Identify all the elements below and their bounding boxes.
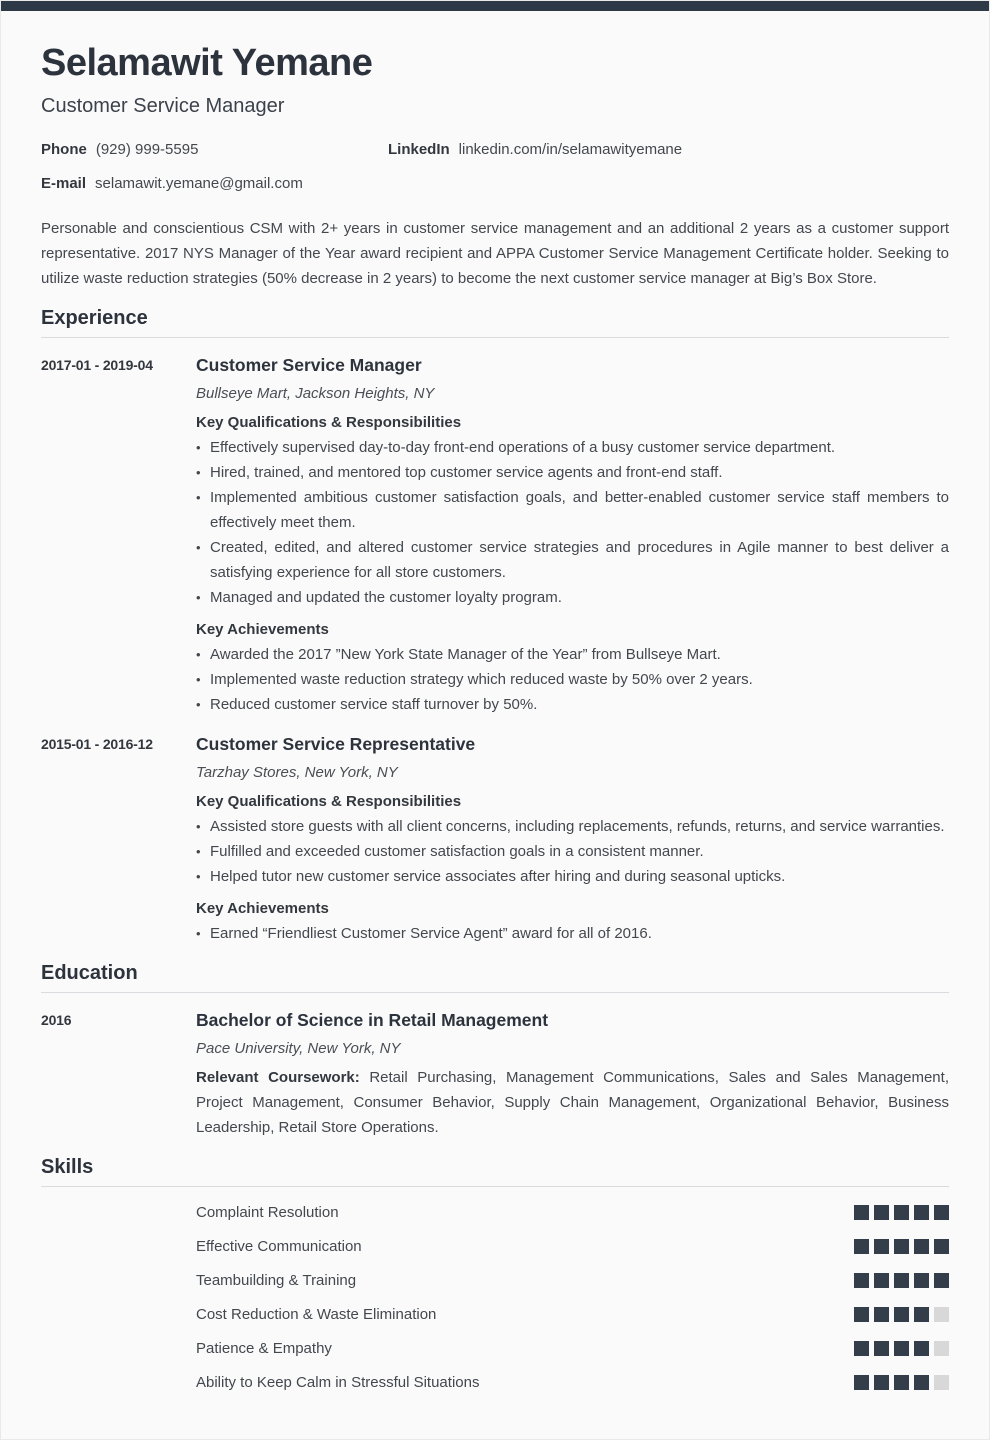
entry-group [196, 617, 949, 717]
contact-item [41, 174, 388, 193]
skill-level-square [934, 1273, 949, 1288]
job-title: Customer Service Manager [41, 95, 285, 118]
skill-level-square [874, 1239, 889, 1254]
bullet-dot: • [196, 490, 201, 506]
skill-level-square [894, 1273, 909, 1288]
skill-level-square [854, 1205, 869, 1220]
bullet-list [196, 435, 949, 610]
education-entries [41, 1009, 949, 1140]
bullet-dot: • [196, 819, 201, 835]
skill-level-square [894, 1205, 909, 1220]
skill-meter [854, 1307, 949, 1322]
skill-level-square [894, 1341, 909, 1356]
group-heading: Key Achievements [196, 621, 329, 639]
skill-row [41, 1263, 949, 1297]
coursework-text: Retail Purchasing, Management Communications, Sales and Sales Management, Project Management, Consumer Behavior, Supply Chain Management, Organizational Behavior, Business Leadership, Retail Store Operations. [196, 1069, 949, 1137]
entry-title: Customer Service Representative [196, 734, 476, 755]
section-title-experience: Experience [41, 307, 949, 338]
skills-list [41, 1195, 949, 1399]
bullet-text: Helped tutor new customer service associates after hiring and during seasonal upticks. [210, 868, 786, 886]
skill-label: Patience & Empathy [196, 1339, 332, 1357]
bullet-item [196, 585, 949, 610]
bullet-text: Earned “Friendliest Customer Service Agent” award for all of 2016. [210, 925, 652, 943]
skill-meter [854, 1273, 949, 1288]
skill-label: Teambuilding & Training [196, 1271, 357, 1289]
skill-label: Complaint Resolution [196, 1203, 339, 1221]
skill-level-square [914, 1273, 929, 1288]
skill-level-square [874, 1273, 889, 1288]
bullet-text: Assisted store guests with all client concerns, including replacements, refunds, returns, and service warranties. [210, 818, 945, 836]
bullet-dot: • [196, 697, 201, 713]
skill-level-square [874, 1375, 889, 1390]
skill-level-square [854, 1341, 869, 1356]
entry-company: Tarzhay Stores, New York, NY [196, 764, 398, 782]
bullet-item [196, 460, 949, 485]
bullet-text: Hired, trained, and mentored top customer service agents and front-end staff. [210, 464, 723, 482]
contact-label: LinkedIn [388, 141, 450, 159]
coursework [196, 1065, 949, 1140]
bullet-item [196, 692, 949, 717]
entry-school: Pace University, New York, NY [196, 1040, 401, 1058]
skill-level-square [914, 1205, 929, 1220]
entry-group [196, 410, 949, 610]
bullet-item [196, 814, 949, 839]
skill-level-square [934, 1239, 949, 1254]
skill-level-square [854, 1273, 869, 1288]
skill-level-square [914, 1307, 929, 1322]
entry-title: Bachelor of Science in Retail Management [196, 1010, 549, 1031]
skill-level-square [914, 1341, 929, 1356]
bullet-dot: • [196, 844, 201, 860]
experience-entries [41, 354, 949, 946]
skill-level-square [934, 1341, 949, 1356]
skill-label: Cost Reduction & Waste Elimination [196, 1305, 437, 1323]
entry-date: 2015-01 - 2016-12 [41, 736, 153, 753]
entry-groups [196, 410, 949, 717]
bullet-dot: • [196, 440, 201, 456]
skill-level-square [934, 1205, 949, 1220]
contact-label: E-mail [41, 175, 87, 193]
contact-value: selamawit.yemane@gmail.com [95, 175, 303, 193]
group-heading: Key Achievements [196, 900, 329, 918]
bullet-list [196, 814, 949, 889]
skill-row [41, 1195, 949, 1229]
skill-meter [854, 1375, 949, 1390]
bullet-item [196, 839, 949, 864]
bullet-dot: • [196, 540, 201, 556]
skill-level-square [874, 1341, 889, 1356]
bullet-list [196, 921, 949, 946]
skill-row [41, 1365, 949, 1399]
section-title-education: Education [41, 962, 949, 993]
skill-level-square [914, 1239, 929, 1254]
bullet-text: Fulfilled and exceeded customer satisfaction goals in a consistent manner. [210, 843, 704, 861]
skill-level-square [894, 1375, 909, 1390]
skill-level-square [854, 1307, 869, 1322]
skill-label: Ability to Keep Calm in Stressful Situations [196, 1373, 480, 1391]
experience-entry [41, 354, 949, 717]
page-title: Selamawit Yemane [41, 42, 373, 84]
bullet-item [196, 485, 949, 535]
entry-date: 2017-01 - 2019-04 [41, 357, 153, 374]
skill-level-square [894, 1239, 909, 1254]
experience-entry [41, 733, 949, 946]
skill-meter [854, 1205, 949, 1220]
contact-value: linkedin.com/in/selamawityemane [458, 141, 683, 159]
section-title-skills: Skills [41, 1156, 949, 1187]
entry-date: 2016 [41, 1012, 72, 1029]
contact-item [388, 140, 949, 159]
skill-level-square [914, 1375, 929, 1390]
bullet-text: Effectively supervised day-to-day front-end operations of a busy customer service department. [210, 439, 836, 457]
group-heading: Key Qualifications & Responsibilities [196, 793, 462, 811]
entry-groups [196, 789, 949, 946]
entry-group [196, 789, 949, 889]
bullet-text: Reduced customer service staff turnover by 50%. [210, 696, 538, 714]
bullet-text: Awarded the 2017 ”New York State Manager of the Year” from Bullseye Mart. [210, 646, 721, 664]
bullet-dot: • [196, 465, 201, 481]
contact-label: Phone [41, 141, 87, 159]
entry-body [196, 354, 949, 717]
group-heading: Key Qualifications & Responsibilities [196, 414, 462, 432]
bullet-dot: • [196, 672, 201, 688]
bullet-item [196, 535, 949, 585]
skill-level-square [874, 1205, 889, 1220]
bullet-item [196, 921, 949, 946]
bullet-text: Implemented waste reduction strategy which reduced waste by 50% over 2 years. [210, 671, 753, 689]
entry-title: Customer Service Manager [196, 355, 422, 376]
bullet-text: Managed and updated the customer loyalty program. [210, 589, 562, 607]
skill-level-square [854, 1239, 869, 1254]
skill-meter [854, 1341, 949, 1356]
skill-row [41, 1229, 949, 1263]
entry-group [196, 896, 949, 946]
entry-company: Bullseye Mart, Jackson Heights, NY [196, 385, 435, 403]
resume-content [1, 41, 989, 1439]
bullet-item [196, 435, 949, 460]
bullet-dot: • [196, 926, 201, 942]
skill-row [41, 1297, 949, 1331]
education-entry [41, 1009, 949, 1140]
bullet-item [196, 864, 949, 889]
top-accent-bar [1, 1, 989, 11]
bullet-dot: • [196, 647, 201, 663]
bullet-dot: • [196, 590, 201, 606]
skill-level-square [854, 1375, 869, 1390]
skill-level-square [934, 1307, 949, 1322]
skill-meter [854, 1239, 949, 1254]
skill-level-square [874, 1307, 889, 1322]
bullet-item [196, 642, 949, 667]
skill-label: Effective Communication [196, 1237, 362, 1255]
contact-value: (929) 999-5595 [95, 141, 199, 159]
contact-list [41, 140, 949, 193]
bullet-text: Created, edited, and altered customer service strategies and procedures in Agile manner to best deliver a satisfying experience for all store customers. [210, 539, 949, 582]
entry-body [196, 733, 949, 946]
coursework-label: Relevant Coursework: [196, 1069, 360, 1087]
skill-level-square [894, 1307, 909, 1322]
bullet-item [196, 667, 949, 692]
entry-body [196, 1009, 949, 1140]
skill-row [41, 1331, 949, 1365]
summary-text: Personable and conscientious CSM with 2+ years in customer service management and an additional 2 years as a customer support representative. 2017 NYS Manager of the Year award recipient and APPA Customer Service Management Certificate holder. Seeking to utilize waste reduction strategies (50% decrease in 2 years) to become the next customer service manager at Big’s Box Store. [41, 220, 949, 288]
bullet-list [196, 642, 949, 717]
contact-item [41, 140, 388, 159]
bullet-text: Implemented ambitious customer satisfaction goals, and better-enabled customer service staff members to effectively meet them. [210, 489, 949, 532]
bullet-dot: • [196, 869, 201, 885]
skill-level-square [934, 1375, 949, 1390]
